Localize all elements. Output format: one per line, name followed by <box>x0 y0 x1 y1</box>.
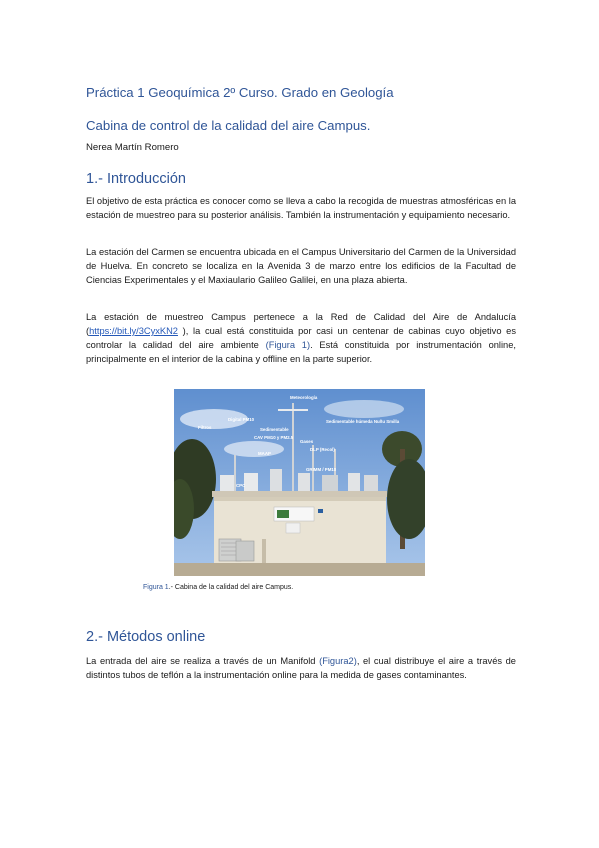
document-subtitle: Cabina de control de la calidad del aire Campus. <box>86 118 371 133</box>
label-maap: MAAP <box>258 451 271 456</box>
ground <box>174 563 425 576</box>
label-meteo: Meteorología <box>290 395 318 400</box>
label-sedimentable-2: Sedimentable húmeda Nuñu Smilla <box>326 419 400 424</box>
label-cav: CAV PM10 y PM2.5 <box>254 435 294 440</box>
intro-paragraph-1: El objetivo de esta práctica es conocer como se lleva a cabo la recogida de muestras atmosféricas en la estación de muestreo para su posterior análisis. También la instrumentación y equipamiento necesario. <box>86 196 516 221</box>
red-calidad-link[interactable]: https://bit.ly/3CyxKN2 <box>89 326 178 337</box>
figure-1-caption-label: Figura 1 <box>143 584 169 591</box>
intro-paragraph-3-text-c: . Está constituida por instrumentación online, principalmente en el interior de la cabina y offline en la parte superior. <box>86 340 516 365</box>
intro-paragraph-3-text-a: La estación de muestreo Campus pertenece a la Red de Calidad del Aire de Andalucía ( <box>86 312 516 337</box>
methods-paragraph-1 <box>86 654 516 682</box>
label-cpc: CPC <box>236 483 246 488</box>
intro-paragraph-3-text-b: ), la cual está constituida por casi un centenar de cabinas cuyo objetivo es controlar la calidad del aire ambiente <box>86 326 516 351</box>
section-heading-intro: 1.- Introducción <box>86 171 186 187</box>
methods-paragraph-1-text-b: , el cual distribuye el aire a través de distintos tubos de teflón a la instrumentación online para la medida de gases contaminantes. <box>86 656 516 681</box>
intro-paragraph-3 <box>86 310 516 366</box>
label-gases: Gases <box>300 439 314 444</box>
figure-1-caption <box>143 584 293 591</box>
label-grimm: GRIMM / PM10 <box>306 467 337 472</box>
air-quality-station-photo <box>174 389 425 576</box>
figure-2-reference: (Figura2) <box>319 656 357 666</box>
label-sedimentable-1: Sedimentable <box>260 427 289 432</box>
methods-paragraph-1-text-a: La entrada del aire se realiza a través de un Manifold <box>86 656 320 666</box>
author-name: Nerea Martín Romero <box>86 142 179 153</box>
label-digital: Digital PM10 <box>228 417 255 422</box>
figure-1-caption-text: .- Cabina de la calidad del aire Campus. <box>168 584 294 591</box>
document-title: Práctica 1 Geoquímica 2º Curso. Grado en Geología <box>86 85 394 100</box>
station-cabin <box>212 491 387 563</box>
label-dlp: DLP (Recol) <box>310 447 335 452</box>
intro-paragraph-2: La estación del Carmen se encuentra ubicada en el Campus Universitario del Carmen de la Universidad de Huelva. En concreto se localiza en la Avenida 3 de marzo entre los edificios de la Facultad de Ciencias Experimentales y el Maxiaulario Galileo Galilei, en una plaza abierta. <box>86 247 516 286</box>
section-heading-methods: 2.- Métodos online <box>86 629 206 645</box>
label-filtro: Filtros <box>198 425 212 430</box>
figure-1-reference: (Figura 1) <box>265 340 311 351</box>
